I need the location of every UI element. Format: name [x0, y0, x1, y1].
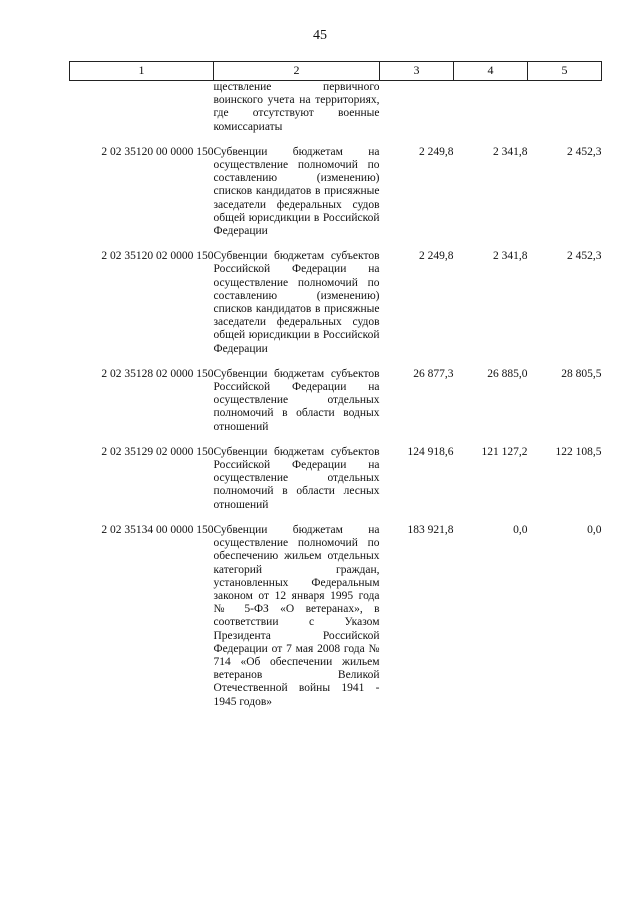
budget-table [69, 61, 602, 721]
row-value-col3: 26 877,3 [413, 367, 454, 380]
row-code: 2 02 35120 02 0000 150 [101, 250, 214, 263]
table-header-row [70, 62, 602, 81]
row-value-col5 [528, 81, 602, 146]
row-value-col5: 28 805,5 [561, 367, 602, 380]
table-row [70, 368, 602, 446]
row-description: Субвенции бюджетам субъектов Российской Федерации на осуществление отдельных полномочий в области водных отношений [213, 367, 380, 433]
row-value-col5: 0,0 [587, 523, 602, 536]
row-value-col3: 124 918,6 [407, 445, 454, 458]
row-value-col3 [380, 81, 454, 146]
row-value-col4: 26 885,0 [487, 367, 528, 380]
row-value-col3: 2 249,8 [419, 250, 454, 263]
table-row [70, 446, 602, 524]
row-code: 2 02 35120 00 0000 150 [101, 145, 214, 158]
row-value-col3: 2 249,8 [419, 145, 454, 158]
row-value-col5: 2 452,3 [567, 145, 602, 158]
column-header-2: 2 [214, 62, 380, 81]
table-row [70, 81, 602, 146]
row-code: 2 02 35134 00 0000 150 [101, 523, 214, 536]
table-row [70, 146, 602, 250]
row-value-col4 [454, 81, 528, 146]
row-code: 2 02 35128 02 0000 150 [101, 367, 214, 380]
column-header-3: 3 [380, 62, 454, 81]
row-description: Субвенции бюджетам субъектов Российской Федерации на осуществление отдельных полномочий в области лесных отношений [213, 445, 380, 511]
column-header-5: 5 [528, 62, 602, 81]
row-description: Субвенции бюджетам на осуществление полномочий по составлению (изменению) списков кандидатов в присяжные заседатели федеральных судов общей юрисдикции в Российской Федерации [213, 145, 380, 238]
row-value-col4: 2 341,8 [493, 250, 528, 263]
row-description: Субвенции бюджетам субъектов Российской Федерации на осуществление полномочий по составлению (изменению) списков кандидатов в присяжные заседатели федеральных судов общей юрисдикции в Российской Федерации [213, 250, 380, 355]
row-code: 2 02 35129 02 0000 150 [101, 445, 214, 458]
row-code [70, 81, 214, 146]
column-header-4: 4 [454, 62, 528, 81]
row-value-col5: 122 108,5 [555, 445, 602, 458]
row-description: ществление первичного воинского учета на территориях, где отсутствуют военные комиссариаты [213, 81, 380, 133]
table-row [70, 250, 602, 368]
row-value-col4: 121 127,2 [481, 445, 528, 458]
row-value-col3: 183 921,8 [407, 523, 454, 536]
column-header-1: 1 [70, 62, 214, 81]
row-value-col5: 2 452,3 [567, 250, 602, 263]
row-value-col4: 0,0 [513, 523, 528, 536]
row-description: Субвенции бюджетам на осуществление полномочий по обеспечению жильем отдельных категорий граждан, установленных Федеральным законом от 12 января 1995 года № 5-ФЗ «О ветеранах», в соответствии с Указом Президента Российской Федерации от 7 мая 2008 года № 714 «Об обеспечении жильем ветеранов Великой Отечественной войны 1941 - 1945 годов» [213, 523, 380, 708]
table-row [70, 524, 602, 721]
page-number: 45 [313, 28, 327, 43]
row-value-col4: 2 341,8 [493, 145, 528, 158]
